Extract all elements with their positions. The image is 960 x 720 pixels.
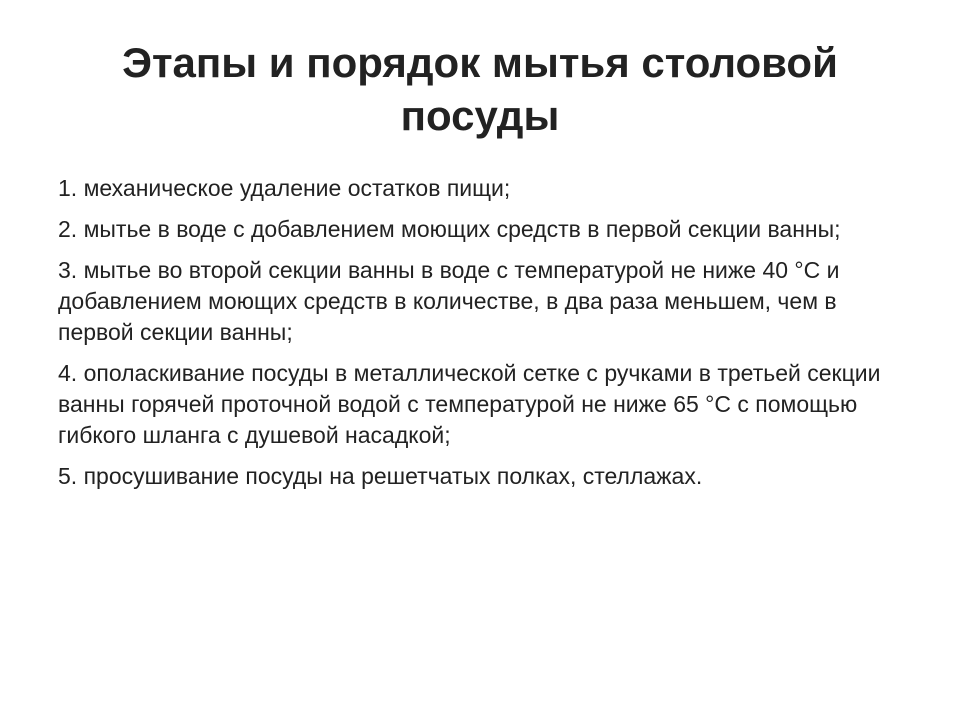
step-item: 1. механическое удаление остатков пищи; (58, 175, 511, 201)
slide-title: Этапы и порядок мытья столовой посуды (122, 39, 838, 139)
step-item: 5. просушивание посуды на решетчатых полках, стеллажах. (58, 463, 703, 489)
step-item: 2. мытье в воде с добавлением моющих средств в первой секции ванны; (58, 216, 841, 242)
step-item: 3. мытье во второй секции ванны в воде с температурой не ниже 40 °С и добавлением моющих средств в количестве, в два раза меньшем, чем в первой секции ванны; (58, 257, 840, 345)
step-item: 4. ополаскивание посуды в металлической сетке с ручками в третьей секции ванны горячей проточной водой с температурой не ниже 65 °С с помощью гибкого шланга с душевой насадкой; (58, 360, 881, 448)
steps-list (58, 173, 908, 502)
